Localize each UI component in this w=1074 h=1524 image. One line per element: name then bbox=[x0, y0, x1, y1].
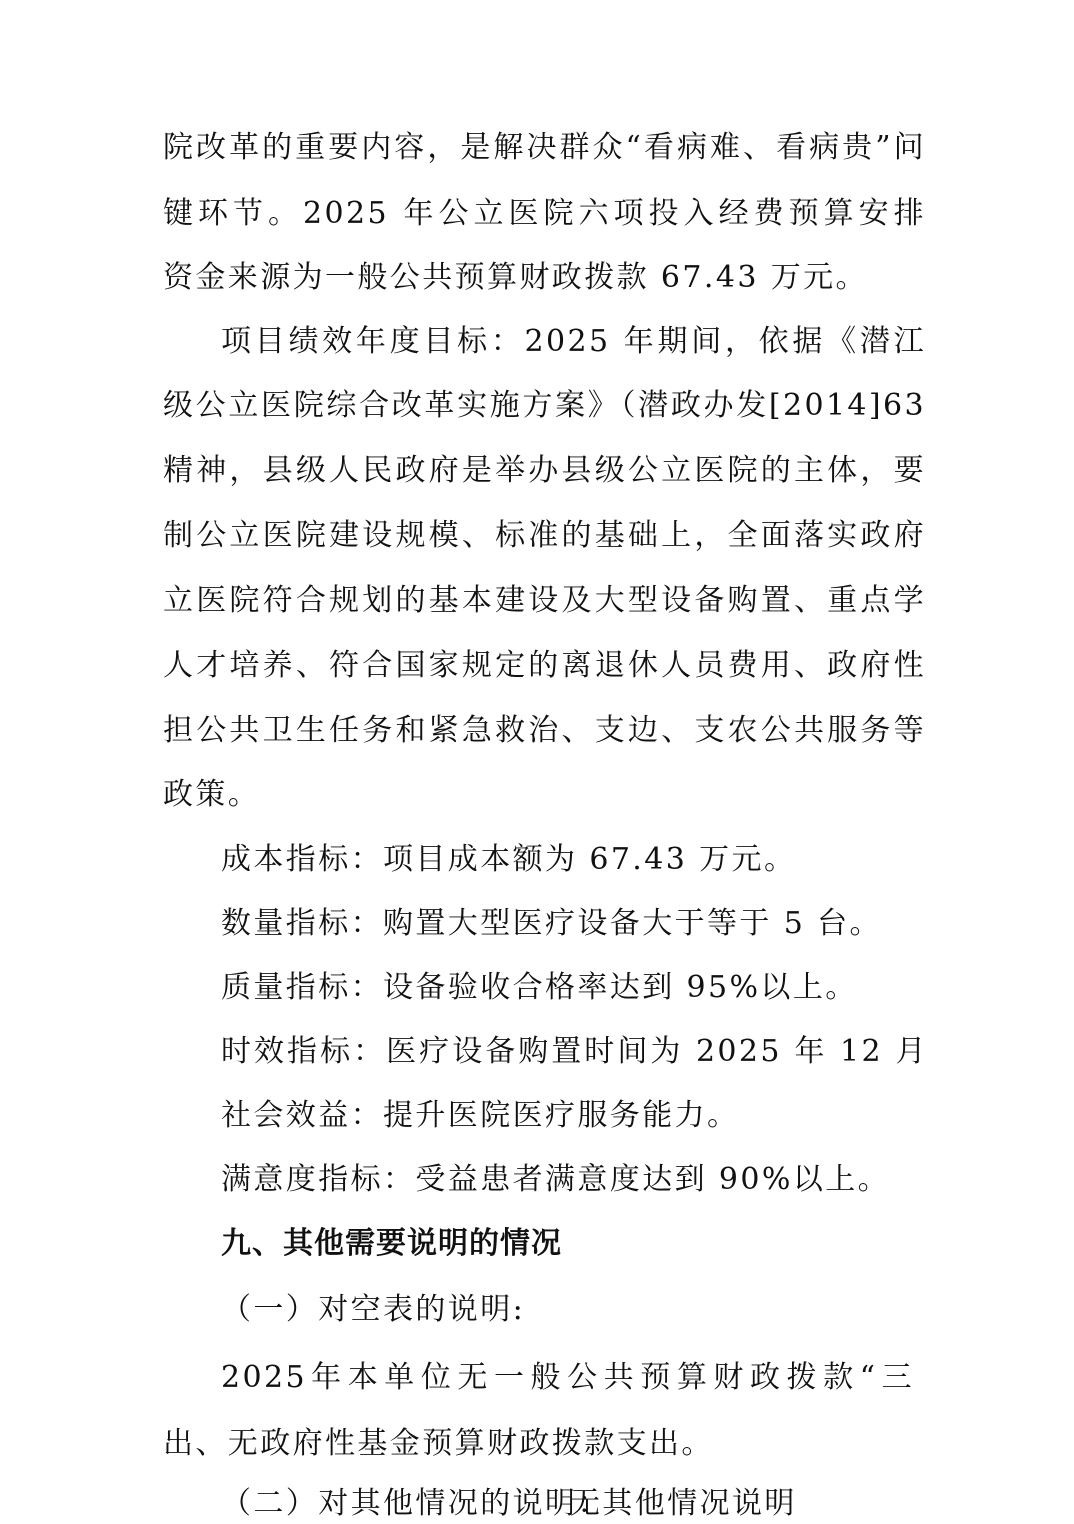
quality-indicator: 质量指标：设备验收合格率达到 95%以上。 bbox=[221, 970, 858, 1005]
paragraph-line: 键环节。2025 年公立医院六项投入经费预算安排 bbox=[163, 196, 926, 231]
section-heading: 九、其他需要说明的情况 bbox=[221, 1226, 562, 1261]
subsection-heading: （一）对空表的说明: bbox=[221, 1292, 526, 1327]
paragraph-line: 精神，县级人民政府是举办县级公立医院的主体，要 bbox=[163, 453, 926, 488]
timeliness-indicator: 时效指标：医疗设备购置时间为 2025 年 12 月 bbox=[221, 1034, 928, 1069]
paragraph-line: 项目绩效年度目标：2025 年期间，依据《潜江 bbox=[221, 324, 926, 359]
paragraph-line: 人才培养、符合国家规定的离退休人员费用、政府性 bbox=[163, 648, 926, 683]
paragraph-line: 立医院符合规划的基本建设及大型设备购置、重点学 bbox=[163, 583, 926, 618]
paragraph-line: 资金来源为一般公共预算财政拨款 67.43 万元。 bbox=[163, 260, 868, 295]
paragraph-line: 级公立医院综合改革实施方案》（潜政办发[2014]63 bbox=[163, 388, 926, 423]
paragraph-line: 制公立医院建设规模、标准的基础上，全面落实政府 bbox=[163, 518, 926, 553]
cost-indicator: 成本指标：项目成本额为 67.43 万元。 bbox=[221, 842, 797, 877]
paragraph-line: 出、无政府性基金预算财政拨款支出。 bbox=[163, 1426, 714, 1461]
paragraph-line: 政策。 bbox=[163, 777, 261, 812]
paragraph-line: 担公共卫生任务和紧急救治、支边、支农公共服务等 bbox=[163, 713, 926, 748]
quantity-indicator: 数量指标：购置大型医疗设备大于等于 5 台。 bbox=[221, 906, 882, 941]
satisfaction-indicator: 满意度指标：受益患者满意度达到 90%以上。 bbox=[221, 1162, 891, 1197]
social-benefit-indicator: 社会效益：提升医院医疗服务能力。 bbox=[221, 1098, 740, 1133]
subsection-heading: （二）对其他情况的说明： bbox=[221, 1486, 610, 1521]
paragraph-line: 2025年本单位无一般公共预算财政拨款“三 bbox=[221, 1360, 914, 1395]
paragraph-line: 院改革的重要内容，是解决群众“看病难、看病贵”问 bbox=[163, 130, 926, 165]
subsection-body: 无其他情况说明 bbox=[570, 1486, 797, 1521]
